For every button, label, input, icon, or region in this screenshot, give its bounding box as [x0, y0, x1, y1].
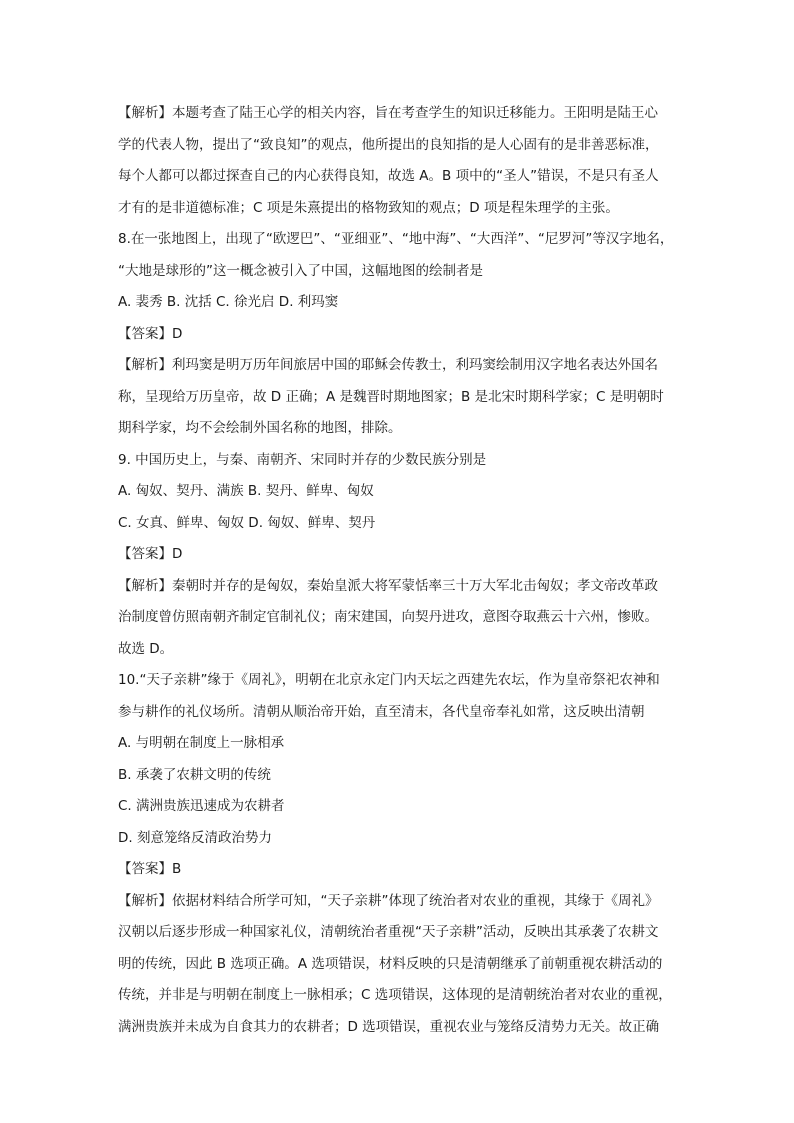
q8-question-line-1: 8.在一张地图上，出现了“欧逻巴”、“亚细亚”、“地中海”、“大西洋”、“尼罗河”等汉字地名， — [118, 231, 674, 247]
q9-analysis-line-2: 治制度曾仿照南朝齐制定官制礼仪；南宋建国，向契丹进攻，意图夺取燕云十六州，惨败。 — [118, 609, 658, 625]
q9-analysis-line-3: 故选 D。 — [118, 640, 174, 657]
document-page — [118, 98, 678, 1043]
q10-option-d: D. 刻意笼络反清政治势力 — [118, 829, 272, 846]
q9-options-cd: C. 女真、鲜卑、匈奴 D. 匈奴、鲜卑、契丹 — [118, 514, 376, 531]
q8-options: A. 裴秀 B. 沈括 C. 徐光启 D. 利玛窦 — [118, 294, 339, 310]
q10-analysis-line-4: 传统，并非是与明朝在制度上一脉相承；C 选项错误，这体现的是清朝统治者对农业的重视， — [118, 987, 672, 1003]
q8-analysis-line-3: 期科学家，均不会绘制外国名称的地图，排除。 — [118, 420, 402, 436]
q10-option-c: C. 满洲贵族迅速成为农耕者 — [118, 798, 285, 814]
q8-answer: 【答案】D — [118, 325, 183, 342]
q10-analysis-line-2: 汉朝以后逐步形成一种国家礼仪，清朝统治者重视“天子亲耕”活动，反映出其承袭了农耕文 — [118, 924, 659, 940]
q10-analysis-line-3: 明的传统，因此 B 选项正确。A 选项错误，材料反映的只是清朝继承了前朝重视农耕活动的 — [118, 955, 663, 972]
q9-answer: 【答案】D — [118, 546, 183, 562]
q8-analysis-line-2: 称，呈现给万历皇帝，故 D 正确；A 是魏晋时期地图家；B 是北宋时期科学家；C 是明朝时 — [118, 388, 664, 405]
q10-answer: 【答案】B — [118, 861, 182, 877]
q10-question-line-1: 10.“天子亲耕”缘于《周礼》，明朝在北京永定门内天坛之西建先农坛，作为皇帝祭祀农神和 — [118, 672, 660, 688]
q10-analysis-line-5: 满洲贵族并未成为自食其力的农耕者；D 选项错误，重视农业与笼络反清势力无关。故正确 — [118, 1018, 660, 1035]
q7-analysis-line-4: 才有的是非道德标准；C 项是朱熹提出的格物致知的观点；D 项是程朱理学的主张。 — [118, 199, 619, 216]
q8-question-line-2: “大地是球形的”这一概念被引入了中国，这幅地图的绘制者是 — [118, 262, 483, 279]
q9-options-ab: A. 匈奴、契丹、满族 B. 契丹、鲜卑、匈奴 — [118, 483, 374, 499]
q7-analysis-line-1: 【解析】本题考查了陆王心学的相关内容，旨在考查学生的知识迁移能力。王阳明是陆王心 — [118, 105, 658, 121]
q8-analysis-line-1: 【解析】利玛窦是明万历年间旅居中国的耶稣会传教士，利玛窦绘制用汉字地名表达外国名 — [118, 357, 658, 373]
q7-analysis-line-2: 学的代表人物，提出了“致良知”的观点，他所提出的良知指的是人心固有的是非善恶标准， — [118, 136, 659, 153]
q10-analysis-line-1: 【解析】依据材料结合所学可知，“天子亲耕”体现了统治者对农业的重视，其缘于《周礼》 — [118, 892, 659, 909]
q10-option-b: B. 承袭了农耕文明的传统 — [118, 766, 271, 783]
q9-analysis-line-1: 【解析】秦朝时并存的是匈奴，秦始皇派大将军蒙恬率三十万大军北击匈奴；孝文帝改革政 — [118, 577, 658, 594]
q10-option-a: A. 与明朝在制度上一脉相承 — [118, 735, 285, 751]
q9-question: 9. 中国历史上，与秦、南朝齐、宋同时并存的少数民族分别是 — [118, 451, 487, 468]
q7-analysis-line-3: 每个人都可以都过探查自己的内心获得良知，故选 A。B 项中的“圣人”错误，不是只有圣人 — [118, 168, 659, 184]
q10-question-line-2: 参与耕作的礼仪场所。清朝从顺治帝开始，直至清末，各代皇帝奉礼如常，这反映出清朝 — [118, 703, 645, 720]
